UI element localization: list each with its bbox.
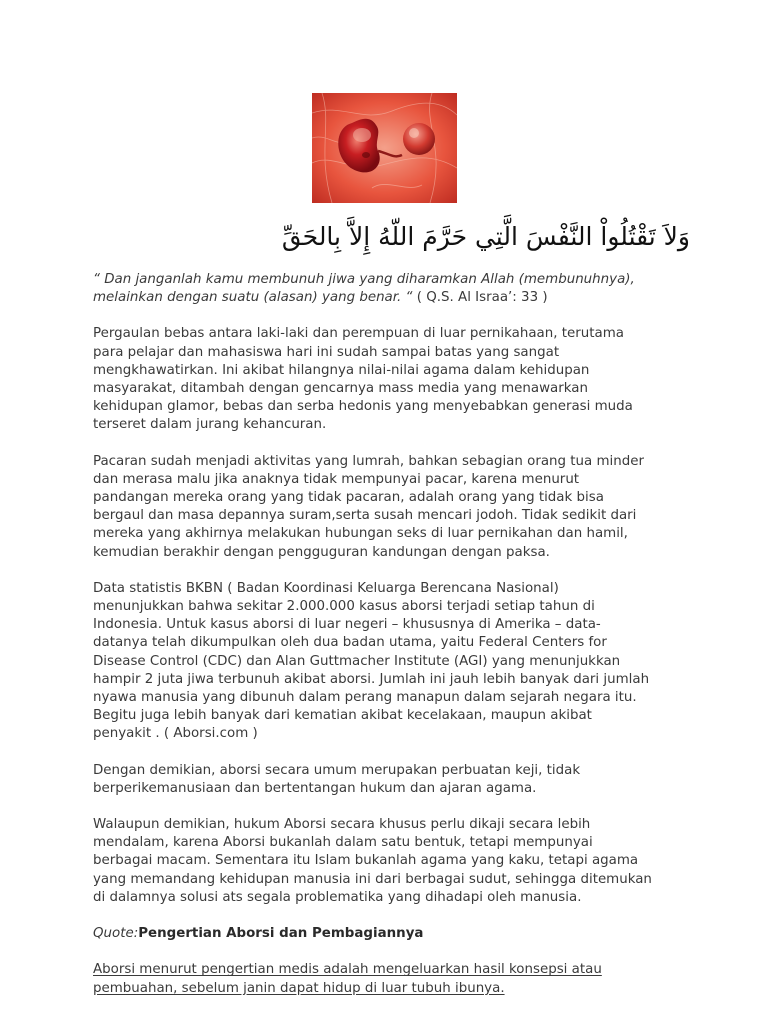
section-heading: [93, 925, 653, 943]
paragraph-5: Walaupun demikian, hukum Aborsi secara khusus perlu dikaji secara lebih mendalam, karena Aborsi bukanlah dalam satu bentuk, tetapi mempunyai berbagai macam. Sementara itu Islam bukanlah agama yang kaku, tetapi agama yang memandang kehidupan manusia ini dari berbagai sudut, sehingga ditemukan di dalamnya solusi ats segala problematika yang dihadapi oleh manusia.: [93, 817, 652, 905]
embryo-photo: [312, 93, 457, 203]
definition-text: Aborsi menurut pengertian medis adalah mengeluarkan hasil konsepsi atau pembuahan, sebelum janin dapat hidup di luar tubuh ibunya.: [93, 962, 602, 996]
paragraph-4: Dengan demikian, aborsi secara umum merupakan perbuatan keji, tidak berperikemanusiaan dan bertentangan hukum dan ajaran agama.: [93, 762, 581, 796]
quran-quote: [93, 271, 653, 307]
arabic-verse: وَلاَ تَقْتُلُواْ النَّفْسَ الَّتِي حَرَّمَ اللّهُ إِلاَّ بِالحَقِّ: [281, 222, 690, 251]
paragraph-2: Pacaran sudah menjadi aktivitas yang lumrah, bahkan sebagian orang tua minder dan merasa malu jika anaknya tidak mempunyai pacar, karena menurut pandangan mereka orang yang tidak pacaran, adalah orang yang tidak bisa bergaul dan masa depannya suram,serta susah mencari jodoh. Tidak sedikit dari mereka yang akhirnya melakukan hubungan seks di luar pernikahan dan hamil, kemudian berakhir dengan pengguguran kandungan dengan paksa.: [93, 453, 644, 560]
section-title: Pengertian Aborsi dan Pembagiannya: [138, 926, 424, 942]
quote-text: “ Dan janganlah kamu membunuh jiwa yang diharamkan Allah (membunuhnya), melainkan dengan suatu (alasan) yang benar. “: [93, 272, 635, 306]
quote-reference: ( Q.S. Al Israa’: 33 ): [412, 290, 548, 306]
article-body: [93, 271, 653, 1016]
embryo-photo-graphic: [312, 93, 457, 203]
paragraph-3: Data statistis BKBN ( Badan Koordinasi Keluarga Berencana Nasional) menunjukkan bahwa sekitar 2.000.000 kasus aborsi terjadi setiap tahun di Indonesia. Untuk kasus aborsi di luar negeri – khususnya di Amerika – data-datanya telah dikumpulkan oleh dua badan utama, yaitu Federal Centers for Disease Control (CDC) dan Alan Guttmacher Institute (AGI) yang menunjukkan hampir 2 juta jiwa terbunuh akibat aborsi. Jumlah ini jauh lebih banyak dari jumlah nyawa manusia yang dibunuh dalam perang manapun dalam sejarah negara itu. Begitu juga lebih banyak dari kematian akibat kecelakaan, maupun akibat penyakit . ( Aborsi.com ): [93, 580, 650, 742]
section-label: Quote:: [93, 926, 139, 942]
paragraph-1: Pergaulan bebas antara laki-laki dan perempuan di luar pernikahaan, terutama para pelajar dan mahasiswa hari ini sudah sampai batas yang sangat mengkhawatirkan. Ini akibat hilangnya nilai-nilai agama dalam kehidupan masyarakat, ditambah dengan gencarnya mass media yang menawarkan kehidupan glamor, bebas dan serba hedonis yang menyebabkan generasi muda terseret dalam jurang kehancuran.: [93, 326, 633, 433]
